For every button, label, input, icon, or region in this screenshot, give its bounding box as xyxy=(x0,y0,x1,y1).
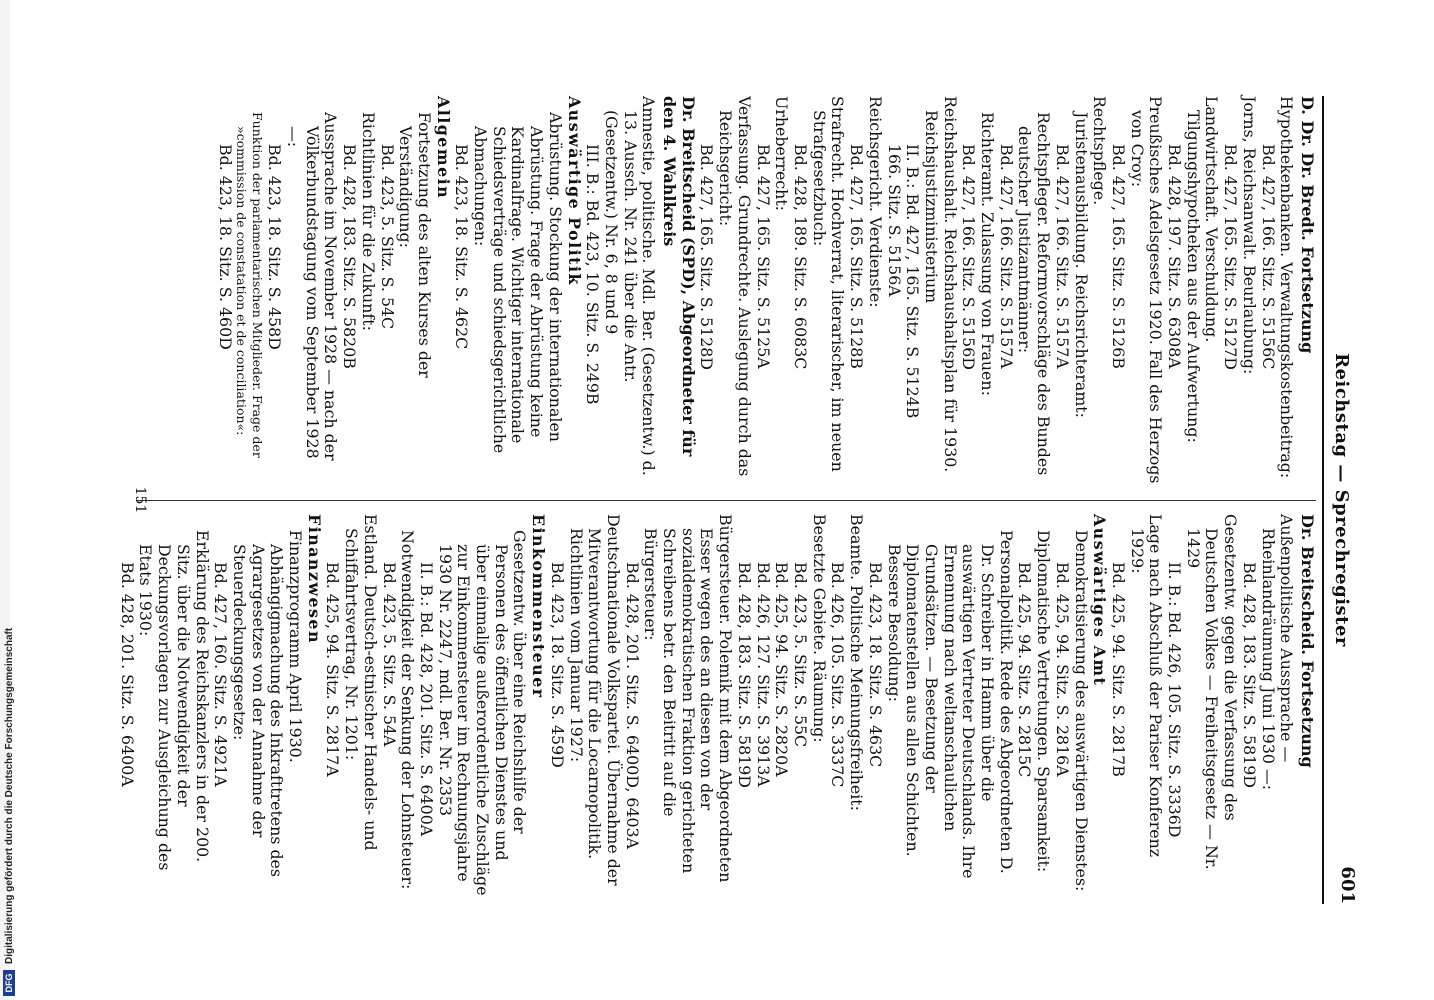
index-entry: Strafrecht. Hochverrat, literarischer, im neuen Strafgesetzbuch: xyxy=(809,96,848,472)
page-reference: Bd. 423, 18. Sitz. S. 463C xyxy=(865,562,885,768)
index-entry: Auswärtige Politik xyxy=(564,96,584,286)
page-reference: Bd. 428, 201. Sitz. S. 6400D, 6403A xyxy=(622,562,642,849)
page-reference: Bd. 423, 18. Sitz. S. 462C xyxy=(452,144,472,350)
index-entry: Jorns, Reichsanwalt. Beurlaubung: xyxy=(1239,96,1259,375)
page-reference: Bd. 428, 183. Sitz. S. 5819D xyxy=(1239,562,1259,788)
page-reference: Bd. 425, 94. Sitz. S. 2815C xyxy=(1015,562,1035,778)
rotated-page xyxy=(112,96,1360,904)
page-reference: Bd. 427, 166. Sitz. S. 5157A xyxy=(1052,144,1072,369)
right-entries xyxy=(117,514,1295,902)
index-entry: Deutschnationale Volkspartei. Übernahme der Mitverantwortung für die Locarnopolitik. Richtlinien vom Januar 1927: xyxy=(566,514,623,886)
index-entry: Reichshaushalt. Reichshaushaltsplan für 1930. Reichsjustizministerium xyxy=(921,96,960,473)
index-entry: Bürgersteuer. Polemik mit dem Abgeordneten Esser wegen des an diesen von der sozialdemokratischen Fraktion gerichteten Schreibens betr. den Beitritt auf die Bürgersteuer: xyxy=(641,514,736,883)
page-reference: Bd. 425, 94. Sitz. S. 2816A xyxy=(1052,562,1072,777)
page-reference: Bd. 423, 18. Sitz. S. 459D xyxy=(547,562,567,768)
page-reference: Bd. 428, 189. Sitz. S. 6083C xyxy=(791,144,811,370)
index-entry: Juristenausbildung. Reichsrichteramt: xyxy=(1071,112,1091,418)
index-entry: Gesetzentw. gegen die Verfassung des Deutschen Volkes — Freiheitsgesetz — Nr. 1429 xyxy=(1183,514,1241,870)
page-reference: Bd. 425, 94. Sitz. S. 2817A xyxy=(323,562,343,777)
page-reference: Bd. 426, 105. Sitz. S. 3337C xyxy=(828,562,848,788)
index-entry: Lage nach Abschluß der Pariser Konferenz 1929: xyxy=(1127,514,1166,858)
page-reference: Bd. 427, 160. Sitz. S. 4921A xyxy=(211,562,231,787)
index-entry: Gesetzentw. über eine Reichshilfe der Personen des öffentlichen Dienstes und über einmalige außerordentliche Zuschläge zur Einkommensteuer im Rechnungsjahre 1930 Nr. 2247, mdl. Ber. Nr. 2353 xyxy=(435,530,530,896)
index-entry: Notwendigkeit der Senkung der Lohnsteuer: xyxy=(398,530,418,890)
index-entry: Finanzwesen xyxy=(304,514,324,644)
index-entry: Allgemein xyxy=(433,96,453,200)
left-entries xyxy=(215,96,1295,484)
page-reference: Bd. 423, 5. Sitz. S. 54C xyxy=(377,144,397,330)
page-reference: Bd. 425, 94. Sitz. S. 2817B xyxy=(1108,562,1128,777)
footer-text: Digitalisierung gefördert durch die Deutsche Forschungsgemeinschaft xyxy=(3,627,15,964)
speaker-heading: Dr. Breitscheid (SPD), Abgeordneter für den 4. Wahlkreis xyxy=(660,96,698,457)
page-reference: III. B.: Bd. 423, 10. Sitz. S. 249B xyxy=(583,144,603,405)
page-reference: Bd. 425, 94. Sitz. S. 2820A xyxy=(772,562,792,777)
page-header xyxy=(1322,96,1360,904)
index-entry: Richteramt. Zulassung von Frauen: xyxy=(978,112,998,396)
page-reference: II. B.: Bd. 427, 165. Sitz. S. 5124B xyxy=(903,144,923,419)
index-entry: Finanzprogramm April 1930. Abhängigmachung des Inkrafttretens des Agrargesetzes von der Annahme der Steuerdeckungsgesetze: xyxy=(229,530,306,878)
index-entry: Aussprache im November 1928 — nach der Völkerbundstagung vom September 1928 —: xyxy=(284,112,341,461)
page-reference: Bd. 427, 166. Sitz. S. 5157A xyxy=(996,144,1016,369)
index-entry: Verfassung. Grundrechte. Auslegung durch das Reichsgericht: xyxy=(716,96,754,477)
footer xyxy=(2,16,16,996)
page-reference: Bd. 427, 165. Sitz. S. 5128B xyxy=(847,144,867,369)
index-entry: Estland. Deutsch-estnischer Handels- und Schiffahrtsvertrag, Nr. 1201: xyxy=(342,514,380,851)
index-entry: Rechtspflege. xyxy=(1090,96,1110,206)
index-entry: Beamte. Politische Meinungsfreiheit: xyxy=(847,514,867,811)
page-reference: Bd. 428, 201. Sitz. S. 6400A xyxy=(117,562,137,787)
page-reference: Bd. 428, 197. Sitz. S. 6308A xyxy=(1165,144,1185,369)
page-reference: Bd. 427, 166. Sitz. S. 5156C xyxy=(1258,144,1278,370)
page-number: 601 xyxy=(1337,866,1358,904)
index-entry: Demokratisierung des auswärtigen Dienstes: xyxy=(1071,530,1091,892)
right-column-title: Dr. Breitscheid. Fortsetzung xyxy=(1298,514,1317,768)
page-reference: Bd. 423, 18. Sitz. S. 458D xyxy=(265,144,285,350)
page-reference: Bd. 426, 127. Sitz. S. 3913A xyxy=(753,562,773,787)
index-entry: Reichsgericht. Verdienste: xyxy=(865,96,885,308)
page-reference: Bd. 423, 5. Sitz. S. 54A xyxy=(379,562,399,747)
index-entry: Einkommensteuer xyxy=(529,514,549,699)
index-entry: Funktion der parlamentarischen Mitglieder. Frage der »commission de constatation et de conciliation«: xyxy=(234,112,265,458)
index-entry: Diplomatische Vertretungen. Sparsamkeit: xyxy=(1034,530,1054,873)
index-entry: Außenpolitische Aussprache — Rheinlandräumung Juni 1930 —: xyxy=(1258,514,1297,791)
index-entry: Besetzte Gebiete. Räumung: xyxy=(809,514,829,743)
page-reference: Bd. 427, 166. Sitz. S. 5156D xyxy=(959,144,979,370)
page-title: Reichstag — Sprechregister xyxy=(1331,353,1353,647)
index-entry: Preußisches Adelsgesetz 1920. Fall des Herzogs von Croy: xyxy=(1127,96,1166,484)
dfg-logo: DFG xyxy=(3,970,15,996)
index-entry: Abrüstung. Stockung der internationalen Abrüstung. Frage der Abrüstung keine Kardinalfrage. Wichtiger internationale Schiedsverträge und schiedsgerichtliche Abmachungen: xyxy=(471,112,565,454)
index-entry: Personalpolitik. Rede des Abgeordneten D. Dr. Schreiber in Hamm über die auswärtigen Vertreter Deutschlands. Ihre Ernennung nach weltanschaulichen Grundsätzen. — Besetzung der Diplomatenstellen aus allen Schichten. Bessere Besoldung: xyxy=(884,530,1016,879)
page-reference: II. B.: Bd. 428, 201. Sitz. S. 6400A xyxy=(416,562,436,837)
column-divider xyxy=(136,500,1316,501)
left-column xyxy=(136,96,1316,484)
right-column xyxy=(117,514,1317,902)
index-entry: Fortsetzung des alten Kurses der Verständigung: xyxy=(396,112,434,378)
index-entry: Landwirtschaft. Verschuldung. Tilgungshypotheken aus der Aufwertung: xyxy=(1183,96,1222,443)
page-reference: Bd. 427, 165. Sitz. S. 5128D xyxy=(697,144,717,370)
page-reference: 166. Sitz. S. 5156A xyxy=(884,144,904,297)
page-reference: Bd. 427, 165. Sitz. S. 5127D xyxy=(1221,144,1241,370)
left-column-title: D. Dr. Dr. Bredt. Fortsetzung xyxy=(1298,96,1317,354)
page-reference: Bd. 428, 183. Sitz. S. 5819D xyxy=(734,562,754,788)
page-reference: Bd. 423, 5. Sitz. S. 55C xyxy=(791,562,811,748)
index-entry: Urheberrecht: xyxy=(772,96,792,211)
page-reference: Bd. 427, 165. Sitz. S. 5126B xyxy=(1108,144,1128,369)
bottom-page-number: 151 xyxy=(132,486,148,514)
index-entry: Amnestie, politische. Mdl. Ber. (Gesetzentw.) d. 13. Aussch. Nr. 241 über die Antr. (Gesetzentw.) Nr. 6, 8 und 9 xyxy=(601,96,659,476)
page-reference: Bd. 423, 18. Sitz. S. 460D xyxy=(215,144,235,350)
page-reference: Bd. 427, 165. Sitz. S. 5125A xyxy=(753,144,773,369)
page-reference: II. B.: Bd. 426, 105. Sitz. S. 3336D xyxy=(1165,562,1185,838)
page-reference: Bd. 428, 183. Sitz. S. 5820B xyxy=(340,144,360,369)
index-entry: Hypothekenbanken. Verwaltungskostenbeitrag: xyxy=(1277,96,1297,479)
index-entry: Rechtspfleger. Reformvorschläge des Bundes deutscher Justizamtmänner: xyxy=(1015,112,1054,476)
index-entry: Richtlinien für die Zukunft: xyxy=(358,112,378,331)
index-entry: Auswärtiges Amt xyxy=(1090,514,1110,687)
index-entry: Erklärung des Reichskanzlers in der 200. Sitz. über die Notwendigkeit der Deckungsvorlagen zur Ausgleichung des Etats 1930: xyxy=(136,530,212,871)
